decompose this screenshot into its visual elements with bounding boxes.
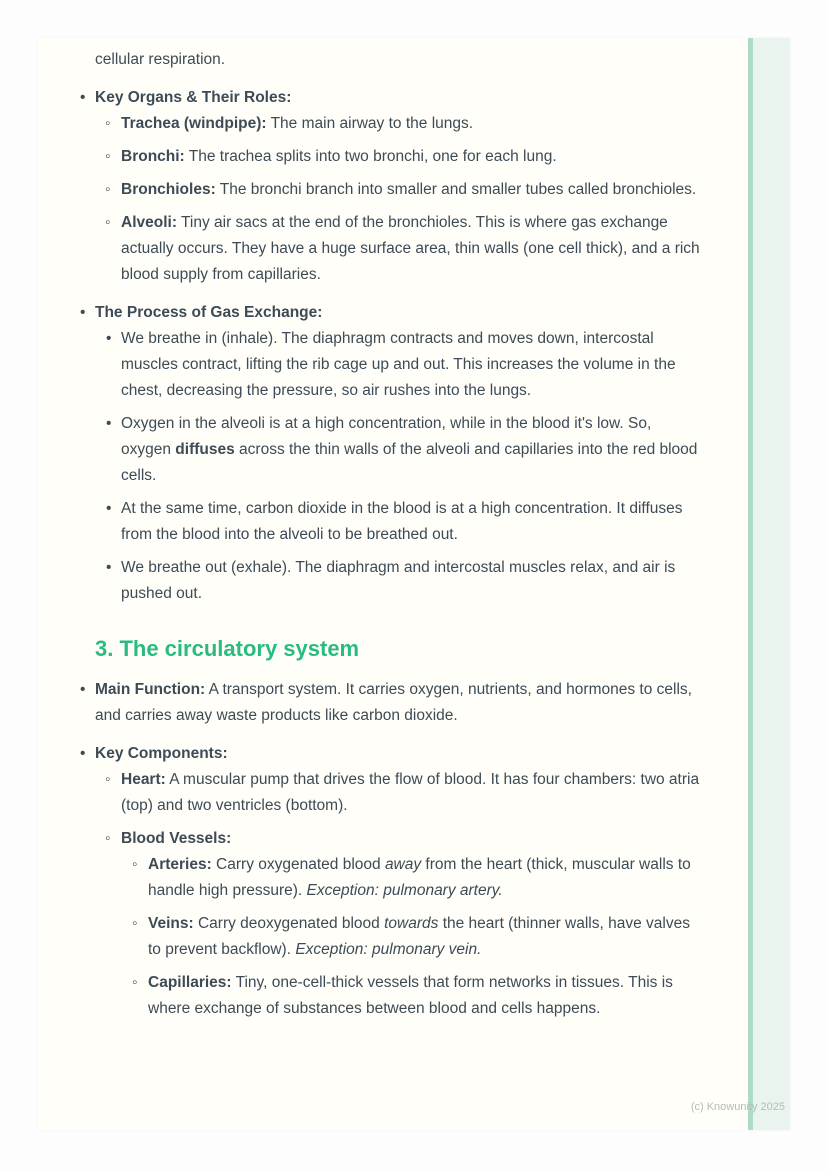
emphasized-term: diffuses (175, 441, 235, 458)
italic-term: away (384, 856, 422, 873)
list-item-arteries (148, 852, 705, 904)
term-definition: Tiny air sacs at the end of the bronchioles. This is where gas exchange actually occurs. They have a huge surface area, thin walls (one cell thick), and a rich blood supply from capillaries. (121, 214, 700, 283)
list-components (121, 767, 705, 1022)
term-definition: from the heart (thick, muscular walls to handle high pressure). (148, 856, 691, 899)
list-item-alveoli (121, 210, 705, 288)
list-organs (121, 111, 705, 288)
term-definition: A muscular pump that drives the flow of blood. It has four chambers: two atria (top) and two ventricles (bottom). (121, 771, 700, 814)
term-label: Main Function: (95, 681, 206, 698)
term-definition: A transport system. It carries oxygen, nutrients, and hormones to cells, and carries away waste products like carbon dioxide. (95, 681, 692, 724)
step-text: across the thin walls of the alveoli and capillaries into the red blood cells. (121, 441, 698, 484)
list-item-title: The Process of Gas Exchange: (95, 304, 323, 321)
list-item-title: Blood Vessels: (121, 830, 232, 847)
list-item-key-organs (95, 85, 705, 288)
list-item-oxygen-diffusion (121, 411, 705, 489)
term-definition: Tiny, one-cell-thick vessels that form networks in tissues. This is where exchange of substances between blood and cells happens. (148, 974, 673, 1017)
step-text: We breathe in (inhale). The diaphragm contracts and moves down, intercostal muscles contract, lifting the rib cage up and out. This increases the volume in the chest, decreasing the pressure, so air rushes into the lungs. (121, 330, 676, 399)
italic-exception-note: Exception: pulmonary artery. (306, 882, 503, 899)
list-item-inhale (121, 326, 705, 404)
list-item-veins (148, 911, 705, 963)
list-item-exhale (121, 555, 705, 607)
term-definition: Carry deoxygenated blood (193, 915, 385, 932)
step-text: We breathe out (exhale). The diaphragm and intercostal muscles relax, and air is pushed out. (121, 559, 676, 602)
term-label: Capillaries: (148, 974, 232, 991)
list-item-capillaries (148, 970, 705, 1022)
term-label: Arteries: (148, 856, 212, 873)
term-definition: The trachea splits into two bronchi, one for each lung. (184, 148, 557, 165)
copyright-watermark: (c) Knowunity 2025 (690, 1101, 785, 1113)
list-item-bronchioles (121, 177, 705, 203)
list-item-title: Key Components: (95, 745, 228, 762)
italic-term: towards (384, 915, 439, 932)
list-vessel-types (148, 852, 705, 1022)
section-heading-circulatory: 3. The circulatory system (95, 636, 360, 661)
term-definition: The bronchi branch into smaller and smaller tubes called bronchioles. (215, 181, 697, 198)
term-definition: Carry oxygenated blood (211, 856, 385, 873)
term-label: Trachea (windpipe): (121, 115, 267, 132)
term-definition: the heart (thinner walls, have valves to prevent backflow). (148, 915, 690, 958)
term-label: Bronchi: (121, 148, 185, 165)
paragraph-continuation: cellular respiration. (95, 51, 226, 68)
list-item-bronchi (121, 144, 705, 170)
list-item-key-components (95, 741, 705, 1022)
step-text: At the same time, carbon dioxide in the blood is at a high concentration. It diffuses from the blood into the alveoli to be breathed out. (121, 500, 683, 543)
list-item-main-function (95, 677, 705, 729)
list-circulatory-system (95, 677, 705, 1022)
term-label: Bronchioles: (121, 181, 216, 198)
list-item-title: Key Organs & Their Roles: (95, 89, 292, 106)
term-label: Alveoli: (121, 214, 177, 231)
term-label: Heart: (121, 771, 166, 788)
list-item-trachea (121, 111, 705, 137)
term-definition: The main airway to the lungs. (266, 115, 474, 132)
step-text: Oxygen in the alveoli is at a high concentration, while in the blood it's low. So, oxygen (121, 415, 652, 458)
list-gas-exchange-steps (121, 326, 705, 607)
list-item-heart (121, 767, 705, 819)
list-item-co2-diffusion (121, 496, 705, 548)
page-content (38, 38, 790, 1022)
term-label: Veins: (148, 915, 194, 932)
list-item-blood-vessels (121, 826, 705, 1022)
document-page (38, 38, 790, 1130)
list-item-gas-exchange (95, 300, 705, 607)
list-respiratory-system (95, 85, 705, 607)
italic-exception-note: Exception: pulmonary vein. (295, 941, 482, 958)
